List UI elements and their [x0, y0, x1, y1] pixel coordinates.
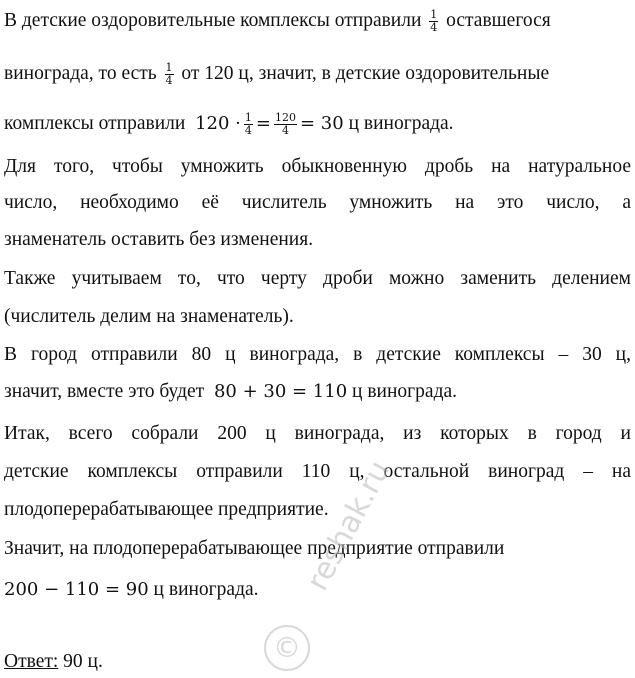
para4-line1: В город отправили 80 ц винограда, в детские комплексы – 30 ц, — [4, 344, 631, 365]
text: значит, вместе это будет — [4, 381, 205, 402]
fraction-denominator: 4 — [244, 124, 252, 138]
para6-line2 — [4, 578, 631, 602]
text: от 120 ц, значит, в детские оздоровительные — [181, 63, 550, 84]
fraction-one-quarter — [165, 62, 174, 87]
fraction-one-quarter — [429, 9, 438, 34]
para6-line1: Значит, на плодоперерабатывающее предприятие отправили — [4, 538, 505, 559]
answer-line — [4, 650, 631, 674]
fraction-numerator: 1 — [165, 61, 173, 75]
math-expr: = — [255, 113, 271, 134]
para5-line1: Итак, всего собрали 200 ц винограда, из которых в город и — [4, 423, 631, 444]
text: ц винограда. — [352, 381, 458, 402]
text: В детские оздоровительные комплексы отправили — [4, 10, 422, 31]
answer-value: 90 ц. — [63, 651, 103, 672]
fraction-denominator: 4 — [165, 74, 173, 88]
watermark-text: reshak.ru — [300, 455, 398, 597]
fraction-numerator: 120 — [274, 111, 296, 125]
text: оставшегося — [446, 10, 551, 31]
answer-label: Ответ: — [4, 651, 59, 672]
para2-line3: знаменатель оставить без изменения. — [4, 229, 314, 250]
para5-line2: детские комплексы отправили 110 ц, остальной виноград – на — [4, 461, 631, 482]
text: комплексы отправили — [4, 113, 186, 134]
text: ц винограда. — [153, 579, 259, 600]
text: винограда, то есть — [4, 63, 157, 84]
para4-line2 — [4, 380, 631, 404]
fraction-120-quarter — [274, 112, 297, 137]
fraction-denominator: 4 — [430, 21, 438, 35]
math-expr: 120 · — [195, 113, 241, 134]
math-expr: 200 − 110 = 90 — [4, 579, 149, 600]
math-expr: = 30 — [299, 113, 344, 134]
para1-line3 — [4, 112, 631, 137]
para5-line3: плодоперерабатывающее предприятие. — [4, 499, 329, 520]
para1-line1 — [4, 9, 631, 34]
fraction-denominator: 4 — [281, 124, 289, 138]
math-expr: 80 + 30 = 110 — [213, 381, 348, 402]
copyright-icon: © — [264, 625, 310, 671]
para1-line2 — [4, 62, 631, 87]
para2-line2: число, необходимо её числитель умножить на это число, а — [4, 192, 631, 213]
fraction-numerator: 1 — [430, 8, 438, 22]
text: ц винограда. — [348, 113, 454, 134]
fraction-one-quarter — [244, 112, 253, 137]
para3-line1: Также учитываем то, что черту дроби можно заменить делением — [4, 268, 631, 289]
para3-line2: (числитель делим на знаменатель). — [4, 306, 294, 327]
para2-line1: Для того, чтобы умножить обыкновенную дробь на натуральное — [4, 156, 631, 177]
fraction-numerator: 1 — [244, 111, 252, 125]
